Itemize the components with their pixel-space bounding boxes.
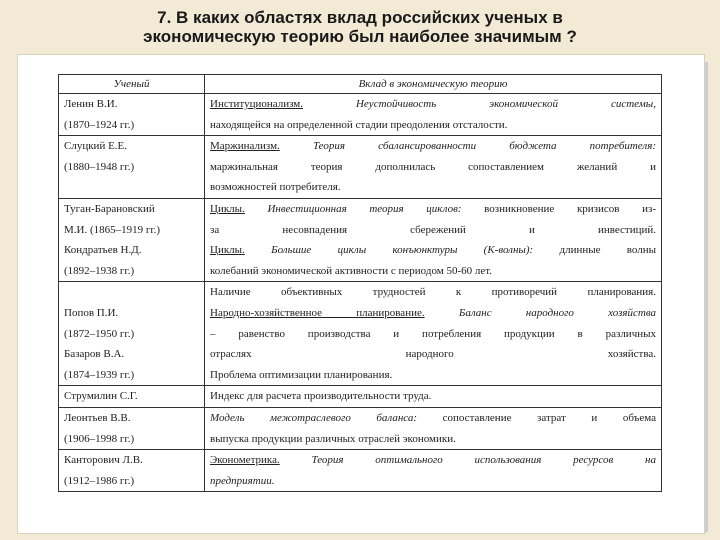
contribution-text: Проблема оптимизации планирования.: [210, 368, 393, 381]
contribution-text: за несовпадения сбережений и инвестиций.: [210, 223, 656, 236]
contribution-text: выпуска продукции различных отраслей экономики.: [210, 432, 456, 445]
scientist-name: (1912–1986 гг.): [64, 474, 135, 487]
contribution-line: [210, 471, 656, 492]
contribution-cell: [205, 136, 662, 199]
scientist-cell: [59, 282, 205, 386]
slide-title-line-1: 7. В каких областях вклад российских ученых в: [157, 8, 563, 27]
contribution-line: [210, 261, 656, 282]
scientist-name: Попов П.И.: [64, 306, 119, 319]
contribution-term: Циклы.: [210, 244, 245, 257]
scientist-cell: [59, 136, 205, 199]
contribution-line: [210, 177, 656, 198]
table-row: [59, 198, 662, 281]
scientist-name: Леонтьев В.В.: [64, 411, 131, 424]
contribution-line: [210, 136, 656, 157]
contribution-line: [210, 324, 656, 345]
scientist-name: Ленин В.И.: [64, 98, 118, 110]
scientist-name: (1892–1938 гг.): [64, 264, 135, 277]
contribution-text: возникновение кризисов из-: [484, 202, 656, 215]
contribution-theory: Инвестиционная теория циклов:: [267, 202, 462, 215]
table-row: [59, 450, 662, 492]
table-row: [59, 136, 662, 199]
contribution-line: [210, 365, 656, 386]
scientist-name: М.И. (1865–1919 гг.): [64, 223, 161, 236]
contribution-cell: [205, 198, 662, 281]
table-row: [59, 94, 662, 136]
scientist-name: Струмилин С.Г.: [64, 390, 138, 403]
scientist-cell: [59, 198, 205, 281]
contribution-theory: Неустойчивость экономической системы,: [355, 98, 656, 110]
contribution-line: [210, 199, 656, 220]
contribution-line: [210, 157, 656, 178]
contribution-text: длинные волны: [559, 244, 656, 257]
header-scientist: Ученый: [59, 75, 205, 94]
contribution-line: [210, 115, 656, 136]
scientist-name: (1872–1950 гг.): [64, 327, 135, 340]
scientist-name: Туган-Барановский: [64, 202, 155, 215]
contribution-line: [210, 220, 656, 241]
scientist-name: Кондратьев Н.Д.: [64, 244, 142, 257]
contribution-text: возможностей потребителя.: [210, 181, 341, 194]
contribution-text: Индекс для расчета производительности труда.: [210, 390, 432, 403]
table-row: [59, 282, 662, 386]
contribution-term: Народно-хозяйственное планирование.: [210, 306, 425, 319]
contribution-text: – равенство производства и потребления продукции в различных: [210, 327, 656, 340]
contribution-term: Маржинализм.: [210, 140, 280, 153]
contribution-cell: [205, 407, 662, 449]
contribution-line: [210, 303, 656, 324]
contribution-theory: Теория оптимального использования ресурсов на: [311, 454, 656, 467]
scientist-cell: [59, 386, 205, 408]
contribution-text: колебаний экономической активности с периодом 50-60 лет.: [210, 264, 492, 277]
contribution-cell: [205, 282, 662, 386]
table-row: [59, 386, 662, 408]
contribution-line: [210, 94, 656, 115]
contribution-text: маржинальная теория дополнилась сопоставлением желаний и: [210, 160, 656, 173]
table-row: [59, 407, 662, 449]
contribution-theory: Большие циклы конъюнктуры (К-волны):: [271, 244, 534, 257]
contribution-theory: Модель межотраслевого баланса:: [210, 411, 418, 424]
contribution-term: Эконометрика.: [210, 454, 280, 467]
scientist-name: Канторович Л.В.: [64, 454, 143, 467]
scientist-name: (1880–1948 гг.): [64, 160, 135, 173]
scientist-name: (1874–1939 гг.): [64, 368, 135, 381]
table-body: [59, 94, 662, 492]
contribution-theory: Теория сбалансированности бюджета потребителя:: [312, 140, 656, 153]
contribution-line: [210, 408, 656, 429]
scientist-name: (1870–1924 гг.): [64, 118, 135, 131]
contribution-line: [210, 386, 656, 407]
slide-title: [0, 8, 720, 46]
slide-title-line-2: экономическую теорию был наиболее значимым ?: [143, 27, 577, 46]
contribution-text: отраслях народного хозяйства.: [210, 348, 656, 361]
contribution-text: сопоставление затрат и объема: [442, 411, 656, 424]
scientist-name: Базаров В.А.: [64, 348, 125, 361]
contribution-term: Циклы.: [210, 202, 245, 215]
contribution-line: [210, 429, 656, 450]
contribution-line: [210, 450, 656, 471]
contribution-line: [210, 240, 656, 261]
scientist-name: Слуцкий Е.Е.: [64, 140, 128, 153]
table-header-row: [59, 75, 662, 94]
scientist-cell: [59, 407, 205, 449]
header-contribution: Вклад в экономическую теорию: [205, 75, 662, 94]
scientist-cell: [59, 450, 205, 492]
contribution-text: находящейся на определенной стадии преодоления отсталости.: [210, 118, 508, 131]
scientists-table: [58, 74, 662, 492]
contribution-line: [210, 282, 656, 303]
scientist-name: [64, 282, 199, 303]
contribution-theory: предприятии.: [210, 474, 275, 487]
scientist-cell: [59, 94, 205, 136]
contribution-theory: Баланс народного хозяйства: [458, 306, 656, 319]
contribution-term: Институционализм.: [210, 98, 303, 110]
contribution-cell: [205, 94, 662, 136]
contribution-cell: [205, 450, 662, 492]
contribution-cell: [205, 386, 662, 408]
contribution-line: [210, 344, 656, 365]
scientist-name: (1906–1998 гг.): [64, 432, 135, 445]
contribution-text: Наличие объективных трудностей к противоречий планирования.: [210, 286, 656, 299]
